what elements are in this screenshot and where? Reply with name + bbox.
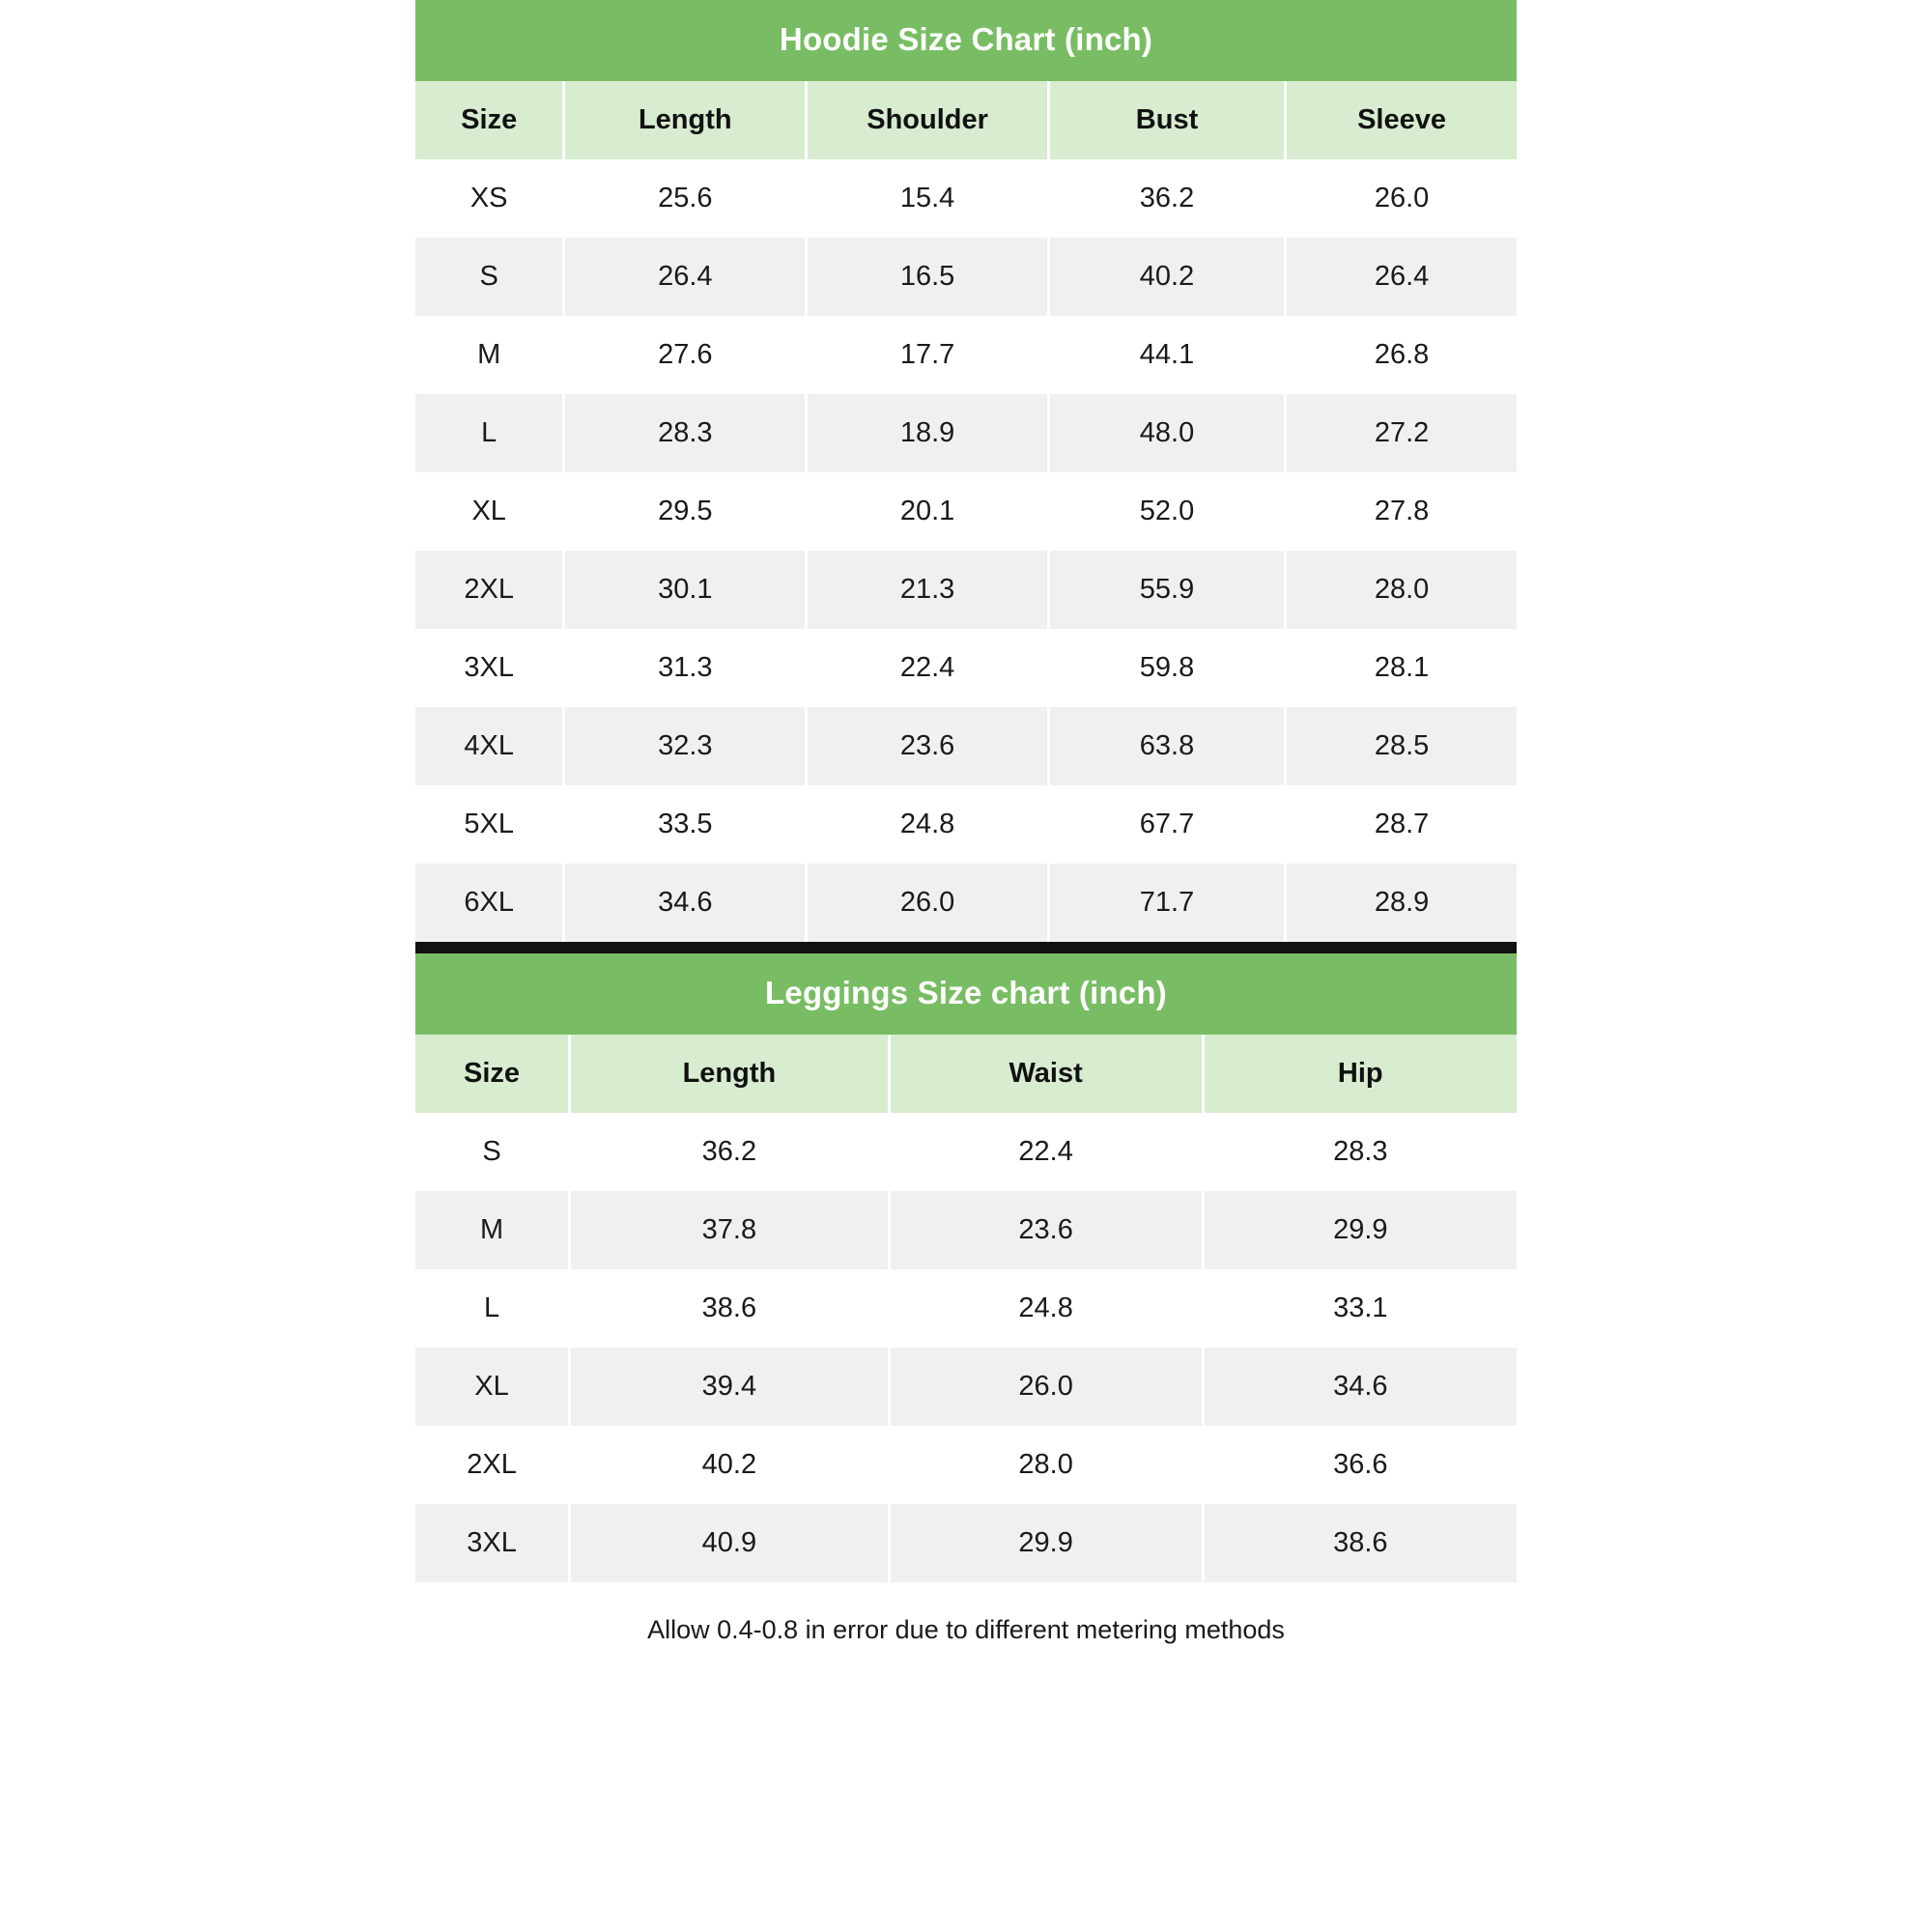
cell-shoulder: 23.6 (807, 707, 1049, 785)
table-row (415, 1504, 1517, 1582)
cell-hip: 28.3 (1203, 1113, 1517, 1191)
cell-size: XS (415, 159, 564, 238)
table-row (415, 707, 1517, 785)
cell-length: 34.6 (564, 864, 807, 942)
column-header-sleeve: Sleeve (1286, 81, 1517, 159)
column-header-length: Length (564, 81, 807, 159)
cell-shoulder: 16.5 (807, 238, 1049, 316)
cell-size: 3XL (415, 1504, 570, 1582)
cell-length: 31.3 (564, 629, 807, 707)
cell-sleeve: 28.7 (1286, 785, 1517, 864)
cell-bust: 63.8 (1048, 707, 1285, 785)
cell-length: 26.4 (564, 238, 807, 316)
cell-hip: 29.9 (1203, 1191, 1517, 1269)
hoodie-table-body (415, 159, 1517, 942)
section-divider (415, 942, 1517, 953)
cell-bust: 44.1 (1048, 316, 1285, 394)
cell-size: M (415, 316, 564, 394)
charts-column (415, 0, 1517, 1932)
cell-bust: 48.0 (1048, 394, 1285, 472)
table-row (415, 629, 1517, 707)
column-header-hip: Hip (1203, 1035, 1517, 1113)
cell-shoulder: 18.9 (807, 394, 1049, 472)
cell-sleeve: 28.1 (1286, 629, 1517, 707)
cell-length: 30.1 (564, 551, 807, 629)
cell-length: 39.4 (570, 1348, 890, 1426)
cell-size: XL (415, 472, 564, 551)
cell-bust: 55.9 (1048, 551, 1285, 629)
cell-length: 40.2 (570, 1426, 890, 1504)
cell-waist: 23.6 (889, 1191, 1203, 1269)
leggings-table (415, 1035, 1517, 1582)
cell-length: 38.6 (570, 1269, 890, 1348)
hoodie-size-chart (415, 0, 1517, 942)
cell-shoulder: 17.7 (807, 316, 1049, 394)
leggings-chart-title: Leggings Size chart (inch) (415, 953, 1517, 1035)
cell-bust: 36.2 (1048, 159, 1285, 238)
column-header-waist: Waist (889, 1035, 1203, 1113)
cell-waist: 22.4 (889, 1113, 1203, 1191)
cell-length: 28.3 (564, 394, 807, 472)
cell-length: 32.3 (564, 707, 807, 785)
column-header-bust: Bust (1048, 81, 1285, 159)
cell-shoulder: 15.4 (807, 159, 1049, 238)
table-row (415, 159, 1517, 238)
cell-size: 4XL (415, 707, 564, 785)
table-row (415, 551, 1517, 629)
cell-hip: 34.6 (1203, 1348, 1517, 1426)
leggings-table-head (415, 1035, 1517, 1113)
cell-sleeve: 26.4 (1286, 238, 1517, 316)
table-row (415, 1191, 1517, 1269)
cell-length: 27.6 (564, 316, 807, 394)
cell-size: M (415, 1191, 570, 1269)
cell-waist: 29.9 (889, 1504, 1203, 1582)
cell-size: XL (415, 1348, 570, 1426)
cell-shoulder: 20.1 (807, 472, 1049, 551)
cell-shoulder: 24.8 (807, 785, 1049, 864)
cell-size: L (415, 394, 564, 472)
cell-length: 40.9 (570, 1504, 890, 1582)
cell-size: 2XL (415, 1426, 570, 1504)
cell-bust: 52.0 (1048, 472, 1285, 551)
cell-waist: 26.0 (889, 1348, 1203, 1426)
cell-hip: 38.6 (1203, 1504, 1517, 1582)
table-row (415, 785, 1517, 864)
cell-bust: 59.8 (1048, 629, 1285, 707)
cell-sleeve: 26.0 (1286, 159, 1517, 238)
cell-bust: 67.7 (1048, 785, 1285, 864)
cell-length: 33.5 (564, 785, 807, 864)
table-row (415, 1348, 1517, 1426)
cell-sleeve: 28.5 (1286, 707, 1517, 785)
cell-size: S (415, 1113, 570, 1191)
leggings-table-body (415, 1113, 1517, 1582)
table-row (415, 316, 1517, 394)
column-header-shoulder: Shoulder (807, 81, 1049, 159)
table-row (415, 864, 1517, 942)
cell-size: 5XL (415, 785, 564, 864)
cell-length: 29.5 (564, 472, 807, 551)
cell-bust: 40.2 (1048, 238, 1285, 316)
leggings-size-chart (415, 953, 1517, 1582)
table-header-row (415, 81, 1517, 159)
cell-sleeve: 27.2 (1286, 394, 1517, 472)
cell-shoulder: 21.3 (807, 551, 1049, 629)
cell-waist: 24.8 (889, 1269, 1203, 1348)
cell-sleeve: 28.9 (1286, 864, 1517, 942)
cell-sleeve: 27.8 (1286, 472, 1517, 551)
cell-shoulder: 26.0 (807, 864, 1049, 942)
table-row (415, 1269, 1517, 1348)
cell-size: 3XL (415, 629, 564, 707)
cell-size: S (415, 238, 564, 316)
table-row (415, 394, 1517, 472)
cell-sleeve: 28.0 (1286, 551, 1517, 629)
table-row (415, 238, 1517, 316)
cell-size: 6XL (415, 864, 564, 942)
hoodie-chart-title: Hoodie Size Chart (inch) (415, 0, 1517, 81)
cell-length: 36.2 (570, 1113, 890, 1191)
column-header-size: Size (415, 81, 564, 159)
measurement-error-note: Allow 0.4-0.8 in error due to different metering methods (415, 1582, 1517, 1664)
cell-hip: 33.1 (1203, 1269, 1517, 1348)
hoodie-table-head (415, 81, 1517, 159)
cell-shoulder: 22.4 (807, 629, 1049, 707)
table-row (415, 1426, 1517, 1504)
cell-size: L (415, 1269, 570, 1348)
table-row (415, 472, 1517, 551)
cell-length: 25.6 (564, 159, 807, 238)
table-header-row (415, 1035, 1517, 1113)
cell-bust: 71.7 (1048, 864, 1285, 942)
cell-size: 2XL (415, 551, 564, 629)
cell-waist: 28.0 (889, 1426, 1203, 1504)
cell-length: 37.8 (570, 1191, 890, 1269)
cell-hip: 36.6 (1203, 1426, 1517, 1504)
cell-sleeve: 26.8 (1286, 316, 1517, 394)
hoodie-table (415, 81, 1517, 942)
column-header-size: Size (415, 1035, 570, 1113)
table-row (415, 1113, 1517, 1191)
column-header-length: Length (570, 1035, 890, 1113)
